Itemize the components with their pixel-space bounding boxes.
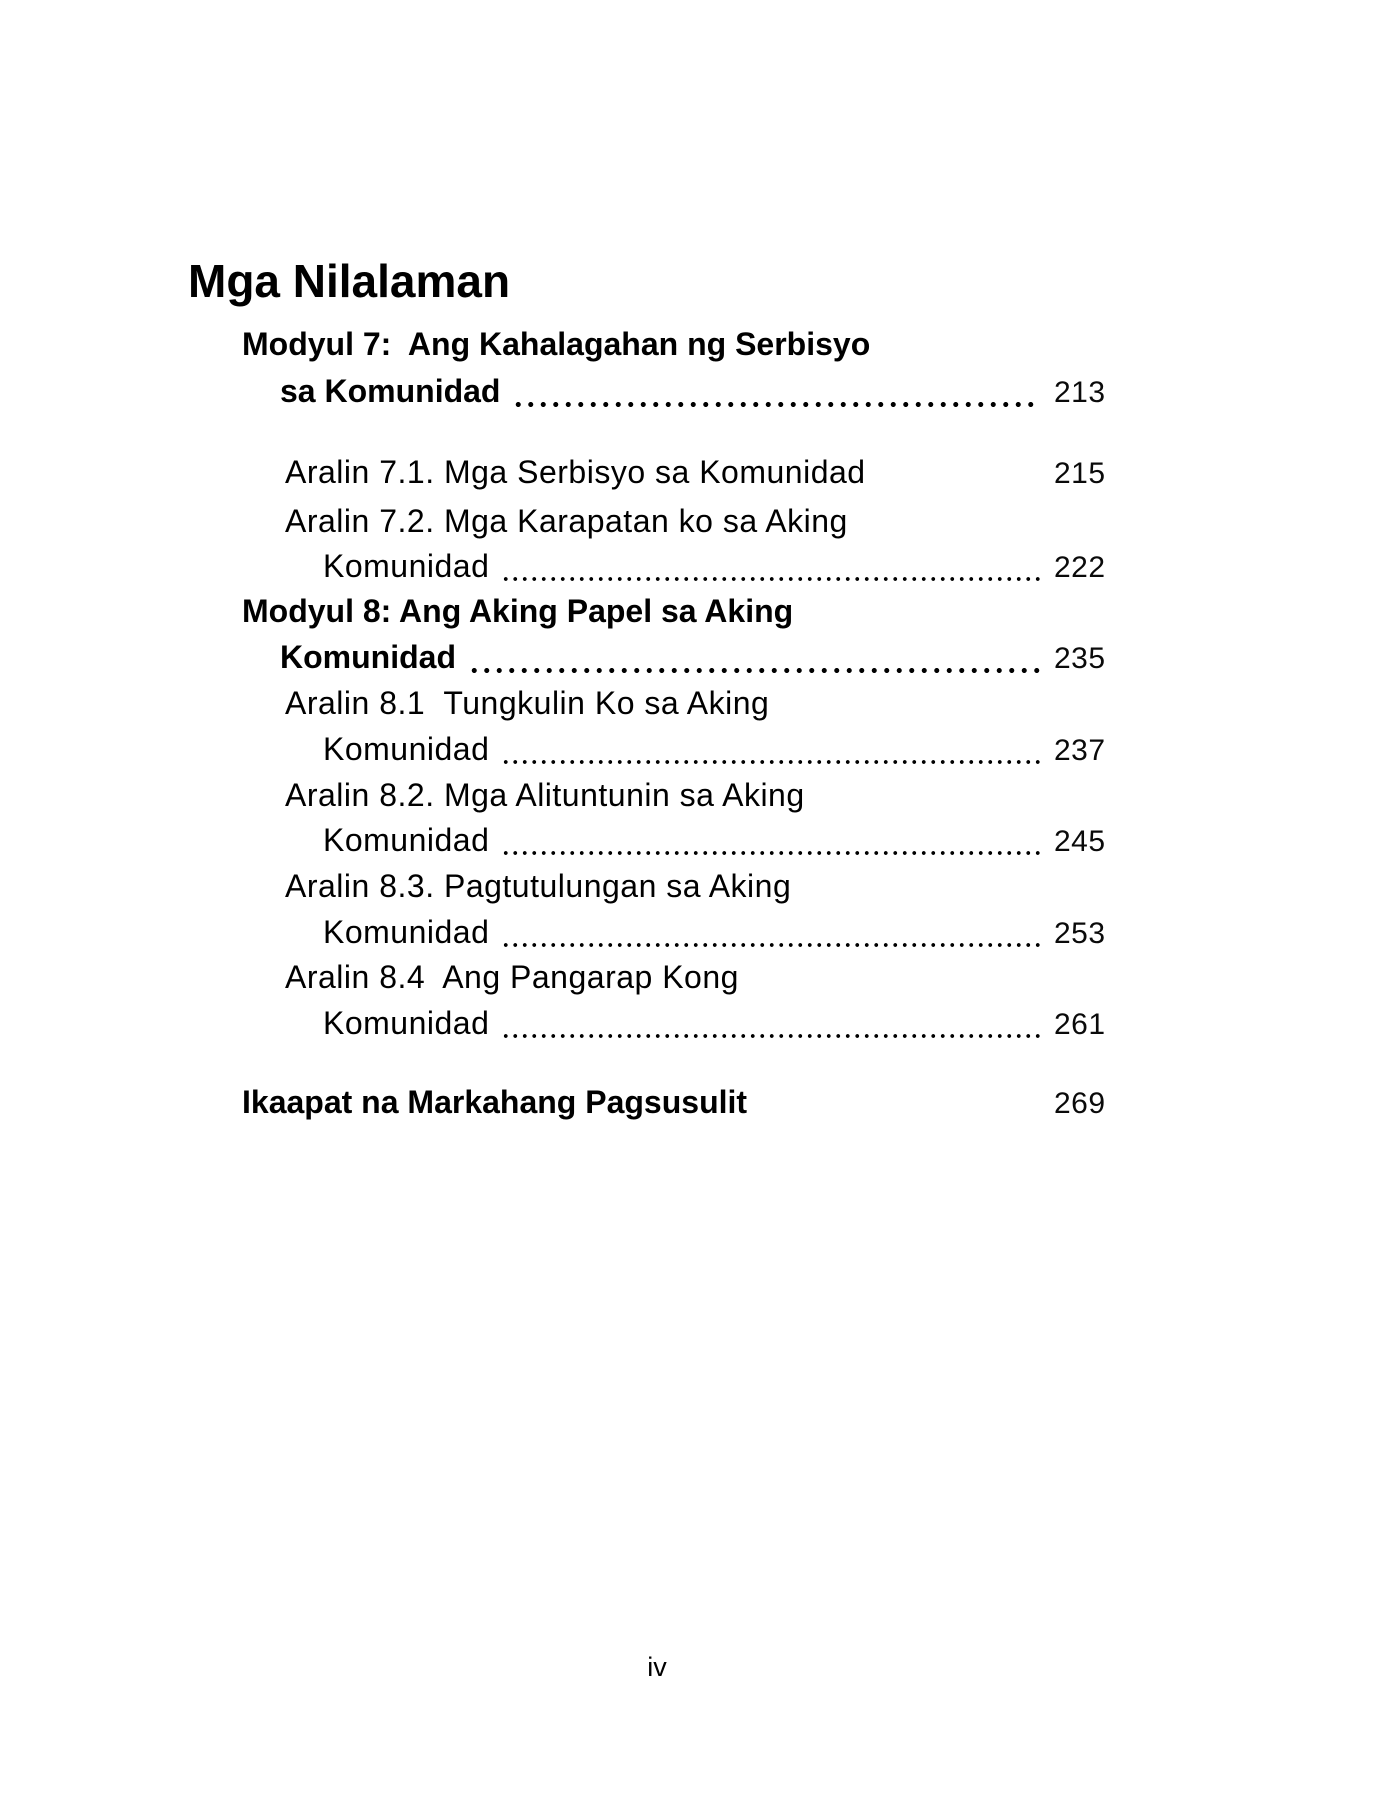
entry-text: Aralin 7.2. Mga Karapatan ko sa Aking xyxy=(285,503,848,539)
page-number: 261 xyxy=(1054,1008,1106,1041)
toc-aralin-8-4-line2 xyxy=(323,1004,1112,1044)
dot-leader xyxy=(501,1004,1040,1044)
dot-leader xyxy=(803,867,1040,905)
entry-text: Komunidad xyxy=(323,822,490,858)
dot-leader xyxy=(512,372,1040,412)
toc-modyul8-title-line2 xyxy=(280,638,1112,678)
page-number: 269 xyxy=(1054,1087,1106,1120)
toc-aralin-8-3-line2 xyxy=(323,913,1112,953)
entry-text: Komunidad xyxy=(323,1005,490,1041)
dot-leader xyxy=(501,913,1040,953)
toc-quarter-exam xyxy=(242,1083,1112,1123)
entry-text: Aralin 8.1 Tungkulin Ko sa Aking xyxy=(285,685,770,721)
dot-leader xyxy=(781,684,1040,722)
toc-aralin-7-1 xyxy=(285,453,1112,493)
entry-text: Komunidad xyxy=(280,639,456,675)
dot-leader xyxy=(882,325,1040,363)
folio-page-number: iv xyxy=(647,1652,667,1682)
page-number: 222 xyxy=(1054,551,1106,584)
page-number: 215 xyxy=(1054,457,1106,490)
entry-text: Komunidad xyxy=(323,914,490,950)
dot-leader xyxy=(501,730,1040,770)
entry-text: Komunidad xyxy=(323,548,490,584)
toc-aralin-7-2-line1 xyxy=(285,502,1112,540)
toc-modyul8-title-line1 xyxy=(242,592,1112,630)
toc-modyul7-title-line2 xyxy=(280,372,1112,412)
page-title: Mga Nilalaman xyxy=(188,255,511,307)
dot-leader xyxy=(501,547,1040,587)
toc-aralin-8-2-line1 xyxy=(285,776,1112,814)
entry-text: Modyul 8: Ang Aking Papel sa Aking xyxy=(242,593,794,629)
dot-leader xyxy=(759,1083,1040,1123)
dot-leader xyxy=(751,958,1040,996)
entry-text: Aralin 8.2. Mga Alituntunin sa Aking xyxy=(285,777,805,813)
page-number: 245 xyxy=(1054,825,1106,858)
entry-text: sa Komunidad xyxy=(280,373,501,409)
page-number: 235 xyxy=(1054,642,1106,675)
toc-aralin-8-4-line1 xyxy=(285,958,1112,996)
dot-leader xyxy=(805,592,1040,630)
page-number: 213 xyxy=(1054,376,1106,409)
dot-leader xyxy=(501,821,1040,861)
toc-aralin-7-2-line2 xyxy=(323,547,1112,587)
dot-leader xyxy=(860,502,1040,540)
dot-leader xyxy=(878,453,1040,493)
entry-text: Modyul 7: Ang Kahalagahan ng Serbisyo xyxy=(242,326,871,362)
toc-aralin-8-2-line2 xyxy=(323,821,1112,861)
toc-aralin-8-1-line2 xyxy=(323,730,1112,770)
entry-text: Aralin 8.3. Pagtutulungan sa Aking xyxy=(285,868,792,904)
dot-leader xyxy=(817,776,1040,814)
entry-text: Aralin 8.4 Ang Pangarap Kong xyxy=(285,959,739,995)
dot-leader xyxy=(468,638,1040,678)
page-number: 237 xyxy=(1054,734,1106,767)
entry-text: Aralin 7.1. Mga Serbisyo sa Komunidad xyxy=(285,454,866,490)
toc-aralin-8-3-line1 xyxy=(285,867,1112,905)
toc-aralin-8-1-line1 xyxy=(285,684,1112,722)
entry-text: Komunidad xyxy=(323,731,490,767)
page-number: 253 xyxy=(1054,917,1106,950)
toc-modyul7-title-line1 xyxy=(242,325,1112,363)
entry-text: Ikaapat na Markahang Pagsusulit xyxy=(242,1084,748,1120)
